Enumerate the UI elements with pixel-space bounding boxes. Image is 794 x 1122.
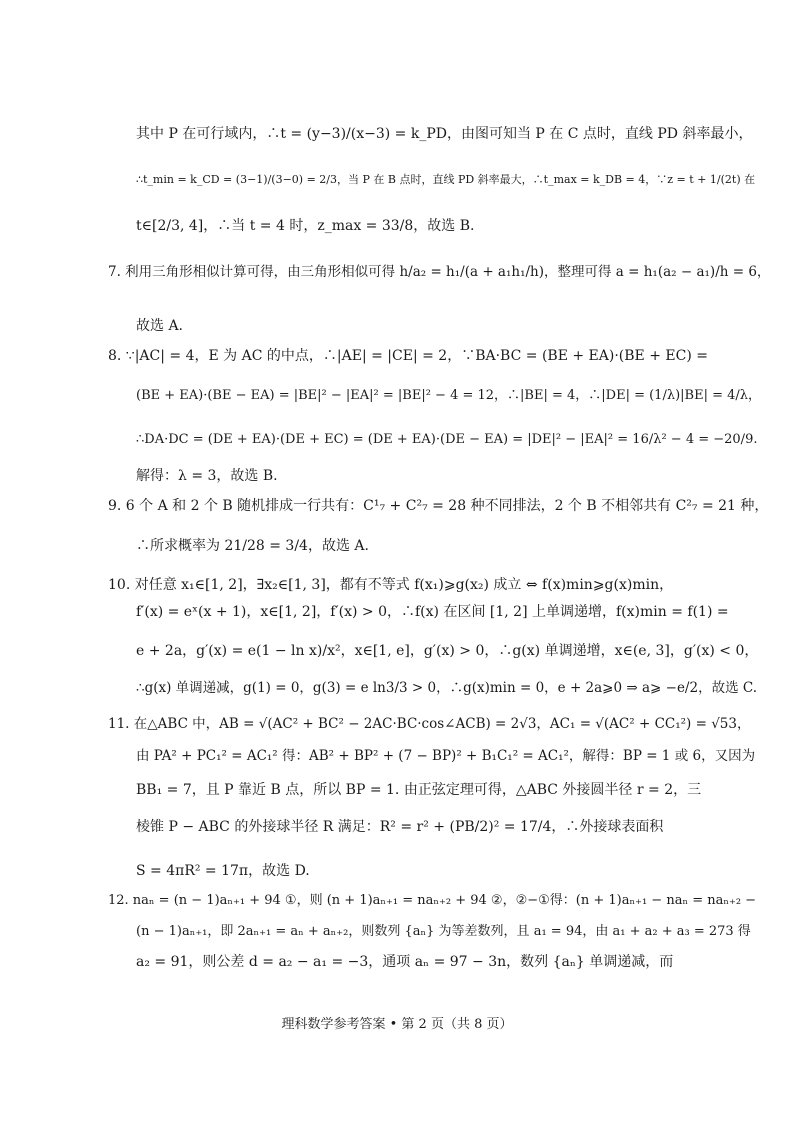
- solution-10-line-4: ∴g(x) 单调递减，g(1) = 0，g(3) = e ln3/3 > 0，∴g(x)min = 0，e + 2a⩾0 ⇒ a⩾ −e/2，故选 C.: [136, 680, 757, 696]
- solution-11-line-3: BB₁ = 7，且 P 靠近 B 点，所以 BP = 1. 由正弦定理可得，△ABC 外接圆半径 r = 2，三: [136, 782, 702, 798]
- solution-9-line-1: 9. 6 个 A 和 2 个 B 随机排成一行共有：C¹₇ + C²₇ = 28 种不同排法，2 个 B 不相邻共有 C²₇ = 21 种，: [108, 498, 769, 514]
- solution-12-line-1: 12. naₙ = (n − 1)aₙ₊₁ + 94 ①，则 (n + 1)aₙ₊₁ = naₙ₊₂ + 94 ②，②−①得：(n + 1)aₙ₊₁ − naₙ = naₙ₊₂ −: [108, 893, 757, 908]
- solution-11-line-1: 11. 在△ABC 中，AB = √(AC² + BC² − 2AC·BC·cos∠ACB) = 2√3，AC₁ = √(AC² + CC₁²) = √53，: [108, 716, 751, 732]
- solution-6-line-1: 其中 P 在可行域内，∴t = (y−3)/(x−3) = k_PD，由图可知当 P 在 C 点时，直线 PD 斜率最小，: [136, 126, 753, 142]
- solution-7-line-2: 故选 A.: [136, 318, 184, 334]
- solution-11-line-4: 棱锥 P − ABC 的外接球半径 R 满足：R² = r² + (PB/2)² = 17/4，∴外接球表面积: [136, 819, 664, 835]
- solution-12-line-2: (n − 1)aₙ₊₁，即 2aₙ₊₁ = aₙ + aₙ₊₂，则数列 {aₙ} 为等差数列，且 a₁ = 94，由 a₁ + a₂ + a₃ = 273 得: [136, 924, 751, 939]
- page-footer: 理科数学参考答案 • 第 2 页（共 8 页）: [281, 1017, 513, 1032]
- solution-11-line-5: S = 4πR² = 17π，故选 D.: [136, 863, 310, 879]
- solution-10-line-1: 10. 对任意 x₁∈[1, 2]，∃x₂∈[1, 3]，都有不等式 f(x₁)⩾g(x₂) 成立 ⇔ f(x)min⩾g(x)min，: [108, 577, 674, 593]
- solution-6-line-3: t∈[2/3, 4]，∴当 t = 4 时，z_max = 33/8，故选 B.: [136, 218, 475, 234]
- solution-12-line-3: a₂ = 91，则公差 d = a₂ − a₁ = −3，通项 aₙ = 97 − 3n，数列 {aₙ} 单调递减，而: [136, 954, 674, 970]
- solution-8-line-1: 8. ∵|AC| = 4，E 为 AC 的中点，∴|AE| = |CE| = 2，∵BA·BC = (BE + EA)·(BE + EC) =: [108, 348, 708, 364]
- solution-9-line-2: ∴所求概率为 21/28 = 3/4，故选 A.: [136, 538, 369, 554]
- solution-10-line-3: e + 2a，g′(x) = e(1 − ln x)/x²，x∈[1, e]，g′(x) > 0，∴g(x) 单调递增，x∈(e, 3]，g′(x) < 0，: [136, 643, 759, 659]
- solution-8-line-4: 解得：λ = 3，故选 B.: [136, 468, 278, 484]
- solution-7-line-1: 7. 利用三角形相似计算可得，由三角形相似可得 h/a₂ = h₁/(a + a₁h₁/h)，整理可得 a = h₁(a₂ − a₁)/h = 6，: [108, 264, 771, 280]
- solution-6-line-2: ∴t_min = k_CD = (3−1)/(3−0) = 2/3，当 P 在 B 点时，直线 PD 斜率最大，∴t_max = k_DB = 4，∵z = t + 1/(2t) 在: [136, 173, 756, 186]
- solution-11-line-2: 由 PA² + PC₁² = AC₁² 得：AB² + BP² + (7 − BP)² + B₁C₁² = AC₁²，解得：BP = 1 或 6，又因为: [136, 748, 756, 764]
- solution-10-line-2: f′(x) = eˣ(x + 1)，x∈[1, 2]，f′(x) > 0，∴f(x) 在区间 [1, 2] 上单调递增，f(x)min = f(1) =: [136, 604, 729, 620]
- solution-8-line-2: (BE + EA)·(BE − EA) = |BE|² − |EA|² = |BE|² − 4 = 12，∴|BE| = 4，∴|DE| = (1/λ)|BE| = 4/λ，: [136, 388, 761, 403]
- solution-8-line-3: ∴DA·DC = (DE + EA)·(DE + EC) = (DE + EA)·(DE − EA) = |DE|² − |EA|² = 16/λ² − 4 = −20/9.: [136, 432, 758, 447]
